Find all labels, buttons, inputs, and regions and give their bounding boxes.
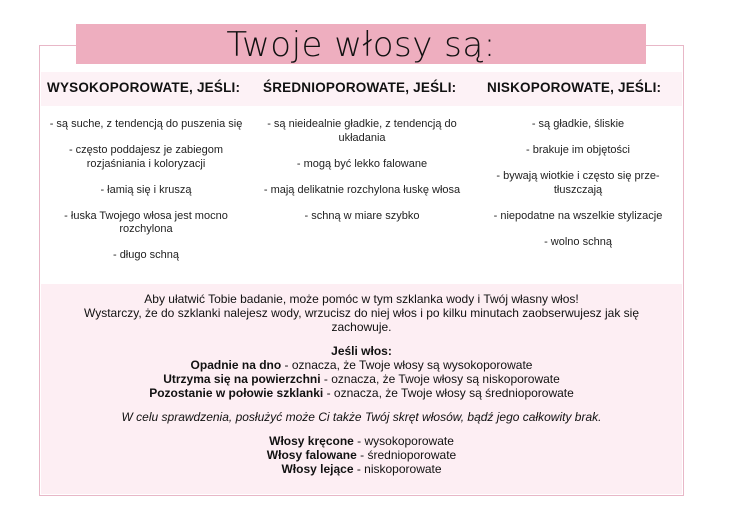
header-niskoporowate: NISKOPOROWATE, JEŚLI: <box>487 80 662 95</box>
column-wysokoporowate <box>46 118 246 275</box>
curl-note: W celu sprawdzenia, posłużyć może Ci także Twój skręt włosów, bądź jego całkowity brak. <box>121 410 602 424</box>
list-item: - schną w miare szybko <box>304 209 420 222</box>
list-item: - często poddajesz je zabiegom rozjaśniania i koloryzacji <box>68 144 224 170</box>
list-item: - długo schną <box>112 249 180 261</box>
header-wysokoporowate: WYSOKOPOROWATE, JEŚLI: <box>47 80 241 95</box>
curl-row: Włosy lejące - niskoporowate <box>281 462 442 476</box>
test-result-row: Utrzyma się na powierzchni - oznacza, że Twoje włosy są niskoporowate <box>163 372 560 386</box>
list-item: - łamią się i kruszą <box>100 183 192 196</box>
list-item: - są gładkie, śliskie <box>531 118 625 130</box>
curl-row: Włosy kręcone - wysokoporowate <box>269 434 454 448</box>
test-result-row: Opadnie na dno - oznacza, że Twoje włosy są wysokoporowate <box>190 358 533 372</box>
test-result-row: Pozostanie w połowie szklanki - oznacza, że Twoje włosy są średnioporowate <box>149 386 574 400</box>
list-item: - brakuje im objętości <box>526 144 630 156</box>
curl-row: Włosy falowane - średnioporowate <box>266 448 457 462</box>
list-item: - bywają wiotkie i często się prze-tłuszczają <box>496 170 660 196</box>
header-srednioporowate: ŚREDNIOPOROWATE, JEŚLI: <box>263 80 457 95</box>
water-test-panel <box>41 284 682 494</box>
column-headers-band <box>41 72 682 106</box>
column-niskoporowate <box>478 118 678 262</box>
test-intro-line2: Wystarczy, że do szklanki nalejesz wody, wrzucisz do niej włos i po kilku minutach zaobserwujesz jak się zachowuje. <box>84 306 639 334</box>
list-item: - niepodatne na wszelkie stylizacje <box>493 209 663 222</box>
column-srednioporowate <box>262 118 462 236</box>
list-item: - mogą być lekko falowane <box>296 157 428 170</box>
list-item: - mają delikatnie rozchylona łuskę włosa <box>263 183 461 196</box>
test-intro-line1: Aby ułatwić Tobie badanie, może pomóc w tym szklanka wody i Twój własny włos! <box>144 292 579 306</box>
page-title: Twoje włosy są: <box>226 25 496 65</box>
list-item: - łuska Twojego włosa jest mocno rozchylona <box>64 209 228 235</box>
test-heading: Jeśli włos: <box>331 344 392 358</box>
list-item: - są nieidealnie gładkie, z tendencją do układania <box>267 118 457 144</box>
title-banner <box>76 24 646 64</box>
list-item: - wolno schną <box>544 235 612 248</box>
list-item: - są suche, z tendencją do puszenia się <box>49 118 243 130</box>
